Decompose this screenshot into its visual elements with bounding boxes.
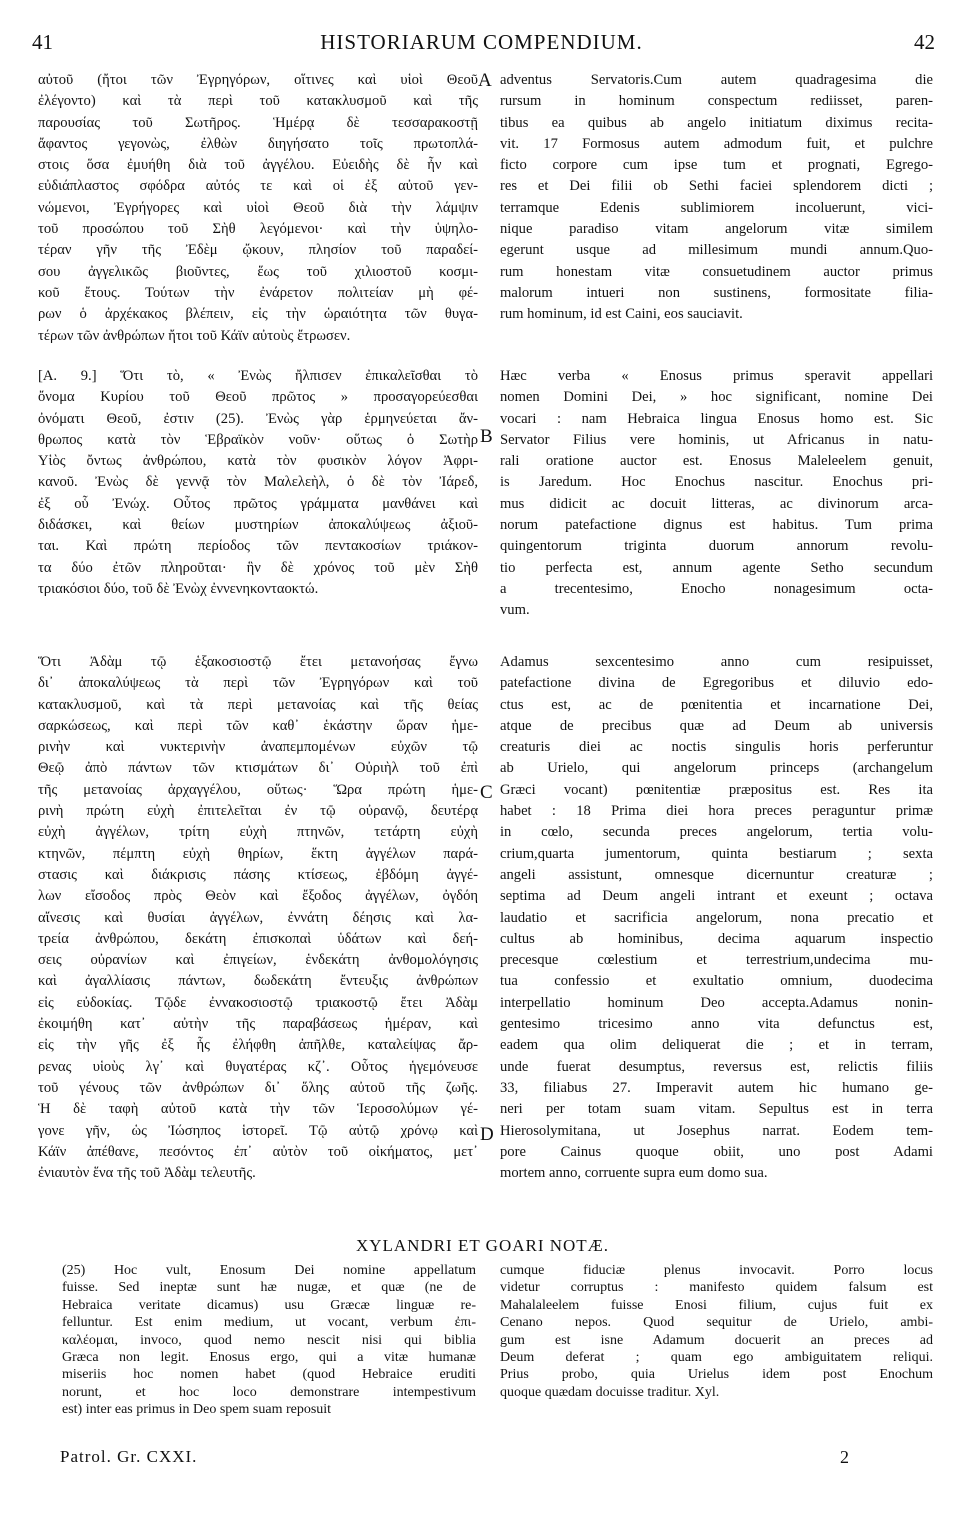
text-line: στασις καὶ διάκρισις πάσης κτίσεως, ἑβδόμη ἀγγέ-: [38, 866, 478, 883]
text-line: Cenano nepos. Quod sequitur de Urielo, ambi-: [500, 1315, 933, 1331]
text-line: a trecentesimo, Enocho nonagesimum octa-: [500, 580, 933, 597]
text-line: atque de precibus quæ ad Deum ab universis: [500, 717, 933, 734]
footer-sheet-number: 2: [840, 1447, 849, 1467]
text-line: rali oratione auctor est. Enosus Maleleelem genuit,: [500, 453, 933, 470]
text-line: τα δύο ἐτῶν πληροῦται· ἣν δὲ χρόνος τοῦ μὲν Σὴθ: [38, 559, 478, 576]
text-line: neri per totam suam vitam. Sepultus est in terra: [500, 1101, 933, 1118]
text-line: quingentorum triginta duorum annorum revolu-: [500, 538, 933, 555]
text-line: Deum deferat ; quam ego ambiguitatem reliqui.: [500, 1349, 933, 1365]
text-line: malorum intueri non sustinens, formositate filia-: [500, 284, 933, 301]
text-line: νώμενοι, Ἐγρήγορες καὶ υἱοὶ Θεοῦ διὰ τὴν λάμψιν: [38, 199, 478, 216]
text-line: καλέομαι, invoco, quod nemo nescit nisi qui biblia: [62, 1332, 476, 1348]
text-line: ab Urielo, qui angelorum princeps (archangelum: [500, 760, 933, 777]
text-line: mortem anno, corruente supra eum domo sua.: [500, 1165, 768, 1182]
text-line: quoque quædam docuisse traditur. Xyl.: [500, 1384, 720, 1400]
greek-column-middle: [38, 366, 478, 600]
text-line: σου ἀγγελικῶς βιοῦντες, ἕως τοῦ χιλιοστοῦ κοσμι-: [38, 263, 478, 280]
text-line: εὐχὴ ἀγγέλων, τρίτη εὐχὴ πτηνῶν, τετάρτη εὐχὴ: [38, 824, 478, 841]
text-line: norum patefactione dignus est habitus. Tum prima: [500, 517, 933, 534]
text-line: Græca non legit. Enosus ergo, qui a vitæ humanæ: [62, 1349, 476, 1365]
text-line: ἐλέγοντο) καὶ τὰ περὶ τοῦ κατακλυσμοῦ καὶ τῆς: [38, 93, 478, 110]
page-number-left: 41: [32, 30, 53, 54]
text-line: αὐτοῦ (ἤτοι τῶν Ἐγρηγόρων, οἵτινες καὶ υἱοὶ Θεοῦ: [38, 72, 478, 88]
text-line: Hierosolymitana, ut Josephus narrat. Eodem tem-: [500, 1122, 933, 1139]
text-line: Servator Filius vere hominis, ut Africanus in natu-: [500, 431, 933, 448]
text-line: rum honestam vitæ consuetudinem auctor primus: [500, 263, 933, 280]
text-line: videtur corruptus : manifesto quidem falsum est: [500, 1280, 933, 1296]
text-line: ται. Καὶ πρώτη περίοδος τῶν πεντακοσίων τριάκον-: [38, 538, 478, 555]
notes-heading: XYLANDRI ET GOARI NOTÆ.: [355, 1236, 610, 1255]
text-line: τέρων τῶν ἀνθρώπων ἤτοι τοῦ Κάϊν αὐτοὺς ἔτρωσεν.: [38, 327, 351, 344]
text-line: κατακλυσμοῦ, καὶ τὰ περὶ μετανοίας καὶ τῆς θείας: [38, 696, 478, 713]
margin-marker-c: C: [480, 782, 493, 803]
text-line: ctus est, ac de pœnitentia et incarnatione Dei,: [500, 696, 933, 713]
text-line: eadem qua olim deliquerat die ; et in terram,: [500, 1037, 933, 1054]
text-line: γονε γῆν, ὡς Ἰώσηπος ἱστορεῖ. Τῷ αὐτῷ χρόνῳ καὶ: [38, 1122, 478, 1139]
text-line: τοῦ γένους τῶν ἀνθρώπων δι᾽ ὅλης αὐτοῦ τῆς ζωῆς.: [38, 1079, 478, 1096]
text-line: creaturis diei ac noctis singulis horis perferuntur: [500, 739, 933, 756]
text-line: ἐξ οὗ Ἐνώχ. Οὗτος πρῶτος γράμματα μανθάνει καὶ: [38, 495, 478, 512]
text-line: τριακόσιοι δύο, τοῦ δὲ Ἐνὼχ ἐννενηκονταοκτώ.: [38, 580, 319, 597]
text-line: res et Dei filii ob Sethi faciei splendorem dicti ;: [500, 178, 933, 195]
text-line: ρων ὁ ἀρχέκακος βλέπειν, εἰς τὴν ὡραιότητα τῶν θυγα-: [38, 306, 478, 323]
text-line: διδάσκει, καὶ θείων μυστηρίων ἀποκαλύψεως ἀξιοῦ-: [38, 517, 478, 534]
text-line: vum.: [500, 602, 530, 619]
text-line: terramque Edenis sublimiorem incoluerunt, vici-: [500, 199, 933, 216]
text-line: septima ad Deum angeli intrant et exeunt ; octava: [500, 888, 933, 905]
text-line: καὶ ἀγαλλίασις πάντων, δωδεκάτη ἔντευξις ἀνθρώπων: [38, 973, 478, 990]
greek-column-lower: [38, 652, 478, 1184]
text-line: ρινὴν καὶ νυκτερινὴν ἀναπεμπομένων εὐχῶν τῷ: [38, 739, 478, 756]
margin-marker-a: A: [478, 70, 492, 91]
text-line: ρενας υἱοὺς λγ᾽ καὶ θυγατέρας κζ᾽. Οὗτος ἡγεμόνευσε: [38, 1058, 478, 1075]
text-line: norunt, et hoc loco demonstrare intempestivum: [62, 1384, 476, 1400]
text-line: Hæc verba « Enosus primus speravit appellari: [500, 368, 933, 384]
text-line: Ὅτι Ἀδὰμ τῷ ἑξακοσιοστῷ ἔτει μετανοήσας ἔγνω: [38, 654, 478, 670]
text-line: Ἡ δὲ ταφὴ αὐτοῦ κατὰ τὴν τῶν Ἱεροσολύμων γέ-: [38, 1101, 478, 1118]
text-line: felluntur. Est enim medium, ut vocant, verbum ἐπι-: [62, 1315, 476, 1331]
text-line: habet : 18 Prima diei hora preces peraguntur primæ: [500, 803, 933, 820]
text-line: κανοῦ. Ἐνὼς δὲ γεννᾷ τὸν Μαλελεὴλ, ὁ δὲ τὸν Ἰάρεδ,: [38, 474, 478, 491]
text-line: Υἱὸς ὄντως ἀνθρώπου, κατὰ τὸν φυσικὸν λόγον Ἀφρι-: [38, 453, 478, 470]
text-line: Mahalaleelem fuisse Enosi filium, cujus fuit ex: [500, 1297, 933, 1313]
text-line: σεις οὐρανίων καὶ ἐπιγείων, ἑνδεκάτη ἀνθομολόγησις: [38, 952, 478, 969]
text-line: mus didicit ac docuit litteras, ac divinorum arca-: [500, 495, 933, 512]
text-line: vit. 17 Formosus autem admodum fuit, et pulchre: [500, 135, 933, 152]
latin-column-middle: [500, 366, 933, 622]
text-line: adventus Servatoris.Cum autem quadragesima die: [500, 72, 933, 88]
text-line: nomen Domini Dei, » hoc significant, nomine Dei: [500, 389, 933, 406]
latin-column-lower: [500, 652, 933, 1184]
text-line: ἐνιαυτὸν ἕνα τῆς τοῦ Ἀδὰμ τελευτῆς.: [38, 1165, 256, 1182]
text-line: pore Cainus quoque obiit, uno post Adami: [500, 1143, 933, 1160]
text-line: Græci vocant) pœnitentiæ præpositus est. Res ita: [500, 781, 933, 798]
text-line: Prius probo, quia Urielus idem post Enochum: [500, 1367, 933, 1383]
text-line: ficto corpore cum ipse tum et prognati, Egrego-: [500, 157, 933, 174]
text-line: tua confessio et exultatio omnium, duodecima: [500, 973, 933, 990]
text-line: εἰς εὐδοκίας. Τῷδε ἐννακοσιοστῷ τριακοστῷ ἔτει Ἀδὰμ: [38, 994, 478, 1011]
text-line: κοῦ ἔτους. Τούτων τὴν ἐνάρετον πολιτείαν μὴ φέ-: [38, 284, 478, 301]
text-line: 33, filiabus 27. Imperavit autem hic humano ge-: [500, 1079, 933, 1096]
text-line: τοῦ προσώπου τοῦ Σὴθ λεγόμενοι· καὶ τὴν ὑψηλο-: [38, 221, 478, 238]
text-line: τέραν γῆν τῆς Ἐδὲμ ᾤκουν, πλησίον τοῦ παραδεί-: [38, 242, 478, 259]
greek-column-top: [38, 70, 478, 347]
text-line: unde fuerat desumptus, reversus est, relictis filiis: [500, 1058, 933, 1075]
text-line: interpellatio hominum Deo accepta.Adamus nonin-: [500, 994, 933, 1011]
text-line: λων εἴσοδος πρὸς Θεὸν καὶ ἔξοδος ἀγγέλων, ὀγδόη: [38, 888, 478, 905]
page-number-right: 42: [914, 30, 935, 54]
text-line: δι᾽ ἀποκαλύψεως τὰ περὶ τῶν Ἐγρηγόρων καὶ τοῦ: [38, 675, 478, 692]
text-line: crium,quarta jumentorum, quinta bestiarum ; sexta: [500, 845, 933, 862]
text-line: angeli assistunt, omnesque dicernuntur creaturæ ;: [500, 866, 933, 883]
text-line: (25) Hoc vult, Enosum Dei nomine appellatum: [62, 1263, 476, 1278]
text-line: τρεία ἀνθρώπου, δεκάτη ἐπισκοπαὶ ὑδάτων καὶ δεή-: [38, 930, 478, 947]
text-line: in cœlo, secunda preces angelorum, tertia volu-: [500, 824, 933, 841]
margin-marker-d: D: [480, 1124, 494, 1145]
text-line: cumque fiduciæ plenus invocavit. Porro locus: [500, 1263, 933, 1278]
text-line: θρωπος κατὰ τὸν Ἑβραϊκὸν νοῦν· οὕτως ὁ Σωτὴρ: [38, 431, 478, 448]
text-line: laudatio et sacrificia angelorum, nona precatio et: [500, 909, 933, 926]
text-line: Adamus sexcentesimo anno cum resipuisset,: [500, 654, 933, 670]
text-line: αἴνεσις καὶ θυσίαι ἀγγέλων, ἐννάτη δέησις καὶ λα-: [38, 909, 478, 926]
text-line: rursum in hominum conspectum rediisset, paren-: [500, 93, 933, 110]
text-line: ὀνόματι Θεοῦ, ἐστιν (25). Ἐνὼς γὰρ ἑρμηνεύεται ἄν-: [38, 410, 478, 427]
text-line: εὐδιάπλαστος σφόδρα αὐτός τε καὶ οἱ ἐξ αὐτοῦ γεν-: [38, 178, 478, 195]
text-line: tibus ea quibus ab angelo initiatum diximus recita-: [500, 114, 933, 131]
text-line: miseriis hoc nomen habet (quod Hebraice eruditi: [62, 1367, 476, 1383]
latin-column-top: [500, 70, 933, 326]
text-line: nique paradiso vitam angelorum vitæ similem: [500, 221, 933, 238]
text-line: rum hominum, id est Caini, eos sauciavit.: [500, 306, 743, 323]
text-line: cultus ab hominibus, decima aquarum inspectio: [500, 930, 933, 947]
text-line: gum est isne Adamum docuerit an preces ad: [500, 1332, 933, 1348]
text-line: egerunt usque ad millesimum mundi annum.Quo-: [500, 242, 933, 259]
text-line: τῆς μετανοίας ἀρχαγγέλου, οὕτως· Ὥρα πρώτη ἡμε-: [38, 781, 478, 798]
text-line: στοις ὅσα ἐμυήθη διὰ τοῦ ἀγγέλου. Εὐειδὴς δὲ ἦν καὶ: [38, 157, 478, 174]
text-line: ρινὴ πρώτη εὐχὴ ἐπιτελεῖται ἐν τῷ οὐρανῷ, δευτέρᾳ: [38, 803, 478, 820]
text-line: παρουσίας τοῦ Σωτῆρος. Ἡμέρᾳ δὲ τεσσαρακοστῇ: [38, 114, 478, 131]
text-line: vocari : nam Hebraica lingua Enosus homo est. Sic: [500, 410, 933, 427]
running-title: HISTORIARUM COMPENDIUM.: [320, 30, 643, 54]
text-line: est) inter eas primus in Deo spem suam reposuit: [62, 1402, 332, 1418]
text-line: precesque cœlestium et terrestrium,undecima mu-: [500, 952, 933, 969]
text-line: [A. 9.] Ὅτι τὸ, « Ἐνὼς ἤλπισεν ἐπικαλεῖσθαι τὸ: [38, 368, 478, 384]
page-header: [28, 30, 935, 60]
notes-column-right: [500, 1262, 933, 1401]
text-line: gentesimo tricesimo anno vita defunctus est,: [500, 1016, 933, 1033]
text-line: is Jaredum. Hoc Enochus nascitur. Enochus pri-: [500, 474, 933, 491]
text-line: Hebraica veritate dicamus) usu Græcæ linguæ re-: [62, 1297, 476, 1313]
text-line: εἰς τὴν γῆς ἐξ ἧς ἐλήφθη ἀπῆλθε, καταλείψας ἄρ-: [38, 1037, 478, 1054]
margin-marker-b: B: [480, 426, 493, 447]
text-line: ὄνομα Κυρίου τοῦ Θεοῦ πρῶτος » προσαγορεύεσθαι: [38, 389, 478, 406]
notes-column-left: [62, 1262, 476, 1419]
text-line: σαρκώσεως, καὶ περὶ τῶν καθ᾽ ἑκάστην ὥραν ἡμε-: [38, 717, 478, 734]
text-line: Κάϊν ἀπέθανε, πεσόντος ἐπ᾽ αὐτὸν τοῦ οἰκήματος, μετ᾽: [38, 1143, 478, 1160]
text-line: fuisse. Sed ineptæ sunt hæ nugæ, et quæ (ne de: [62, 1280, 476, 1296]
text-line: ἐκοιμήθη κατ᾽ αὐτὴν τῆς παραβάσεως ἡμέραν, καὶ: [38, 1016, 478, 1033]
footer-signature: Patrol. Gr. CXXI.: [60, 1447, 198, 1466]
text-line: Θεῷ ἀπὸ πάντων τῶν κτισμάτων δι᾽ Οὐριὴλ τοῦ ἐπὶ: [38, 760, 478, 777]
text-line: ἄφαντος γεγονὼς, ἐλθὼν διηγήσατο τοῖς πρωτοπλά-: [38, 135, 478, 152]
text-line: patefactione divina de Egregoribus et diluvio edo-: [500, 675, 933, 692]
text-line: κτηνῶν, πέμπτη εὐχὴ θηρίων, ἕκτη ἀγγέλων παρά-: [38, 845, 478, 862]
text-line: tio perfecta est, annum agente Setho secundum: [500, 559, 933, 576]
